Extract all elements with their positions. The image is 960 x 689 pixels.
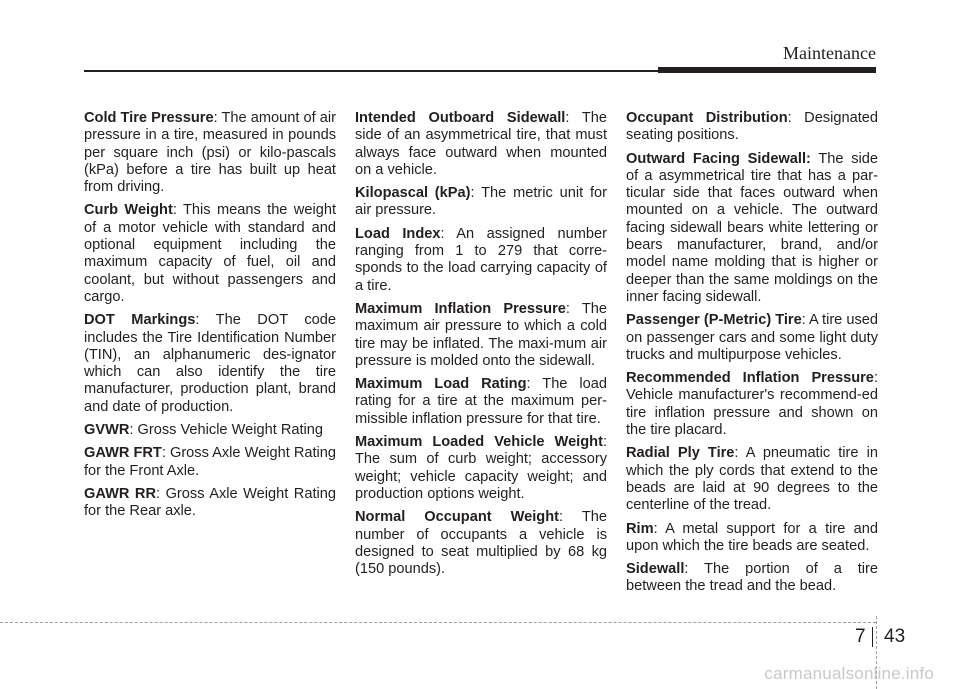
glossary-entry	[626, 561, 878, 596]
term-separator: :	[156, 485, 166, 502]
glossary-term: GAWR RR	[84, 485, 156, 502]
watermark-text: carmanualsonline.info	[764, 664, 934, 683]
glossary-term: Maximum Load Rating	[355, 376, 527, 393]
glossary-definition: The DOT code includes the Tire Identification Number (TIN), an alphanumeric des-ignator which can also identify the tire manufacturer, production plant, brand and date of production.	[84, 312, 336, 415]
glossary-entry	[355, 110, 607, 179]
glossary-term: Kilopascal (kPa)	[355, 185, 471, 202]
glossary-definition: The number of occupants a vehicle is designed to seat multiplied by 68 kg (150 pounds).	[355, 509, 607, 578]
glossary-column-3	[626, 110, 878, 602]
glossary-entry	[626, 151, 878, 307]
glossary-entry	[355, 376, 607, 428]
glossary-entry	[626, 110, 878, 145]
glossary-definition: The amount of air pressure in a tire, measured in pounds per square inch (psi) or kilo-pascals (kPa) before a tire has built up heat from driving.	[84, 110, 336, 196]
glossary-term: Normal Occupant Weight	[355, 509, 560, 526]
glossary-term: Sidewall	[626, 561, 685, 578]
glossary-definition: The maximum air pressure to which a cold tire may be inflated. The maxi-mum air pressure is molded onto the sidewall.	[355, 300, 607, 369]
footer-dashed-rule	[0, 622, 876, 623]
glossary-entry	[355, 301, 607, 370]
glossary-entry	[84, 445, 336, 480]
glossary-definition: The side of a asymmetrical tire that has a par-ticular side that faces outward when mounted on a vehicle. The outward facing sidewall bears white lettering or bears manufacturer, brand, and/or model name molding that is higher or deeper than the same moldings on the inner facing sidewall.	[626, 150, 878, 305]
glossary-column-1	[84, 110, 336, 527]
glossary-term: DOT Markings	[84, 312, 196, 329]
term-separator: :	[470, 185, 482, 202]
page-number-divider	[872, 627, 873, 647]
term-separator: :	[440, 225, 457, 242]
glossary-entry	[355, 185, 607, 220]
term-separator: :	[213, 110, 222, 126]
term-separator: :	[559, 509, 582, 526]
glossary-term: Curb Weight	[84, 202, 173, 219]
glossary-definition: The sum of curb weight; accessory weight; vehicle capacity weight; and production options weight.	[355, 451, 607, 502]
term-separator: :	[161, 445, 170, 462]
glossary-entry	[626, 312, 878, 364]
glossary-definition: The load rating for a tire at the maximum per-missible inflation pressure for that tire.	[355, 376, 607, 427]
glossary-term: Radial Ply Tire	[626, 445, 735, 462]
glossary-term: Load Index	[355, 225, 441, 242]
glossary-definition: This means the weight of a motor vehicle with standard and optional equipment including the maximum capacity of fuel, oil and coolant, but without passengers and cargo.	[84, 202, 336, 305]
glossary-column-2	[355, 110, 607, 584]
glossary-entry	[84, 312, 336, 416]
glossary-definition: A tire used on passenger cars and some light duty trucks and multipurpose vehicles.	[626, 312, 879, 363]
glossary-term: GAWR FRT	[84, 445, 162, 462]
term-separator: :	[526, 376, 543, 393]
glossary-definition: A pneumatic tire in which the ply cords that extend to the beads are laid at 90 degrees to the centerline of the tread.	[626, 445, 878, 514]
chapter-number: 7	[855, 626, 866, 647]
glossary-term: GVWR	[84, 422, 130, 439]
glossary-entry	[626, 370, 878, 439]
glossary-term: Maximum Inflation Pressure	[355, 300, 566, 317]
term-separator: :	[787, 110, 805, 126]
glossary-definition: Designated seating positions.	[626, 110, 878, 144]
term-separator: :	[801, 312, 810, 329]
glossary-entry	[84, 486, 336, 521]
glossary-term: Cold Tire Pressure	[84, 110, 214, 126]
glossary-entry	[84, 422, 336, 439]
term-separator: :	[129, 422, 138, 439]
term-separator: :	[734, 445, 746, 462]
glossary-definition: The metric unit for air pressure.	[355, 185, 607, 219]
glossary-entry	[626, 521, 878, 556]
term-separator: :	[602, 434, 607, 451]
term-separator: :	[565, 110, 582, 126]
glossary-term: Passenger (P-Metric) Tire	[626, 312, 802, 329]
glossary-term: Rim	[626, 520, 654, 537]
glossary-term: Recommended Inflation Pressure	[626, 370, 874, 387]
term-separator: :	[565, 300, 582, 317]
term-separator: :	[653, 520, 666, 537]
term-separator: :	[172, 202, 183, 219]
term-separator: :	[873, 370, 878, 387]
glossary-entry	[84, 110, 336, 196]
glossary-term: Maximum Loaded Vehicle Weight	[355, 434, 603, 451]
header-title: Maintenance	[783, 43, 876, 63]
glossary-term: Occupant Distribution	[626, 110, 788, 126]
glossary-definition: An assigned number ranging from 1 to 279 that corre-sponds to the load carrying capacity of a tire.	[355, 225, 608, 294]
glossary-term: Outward Facing Sidewall:	[626, 150, 811, 167]
glossary-definition: The side of an asymmetrical tire, that must always face outward when mounted on a vehicle.	[355, 110, 607, 178]
glossary-definition: Gross Axle Weight Rating for the Front Axle.	[84, 445, 337, 479]
page-number: 43	[884, 626, 906, 647]
glossary-entry	[355, 509, 607, 578]
glossary-entry	[84, 202, 336, 306]
glossary-definition: Gross Axle Weight Rating for the Rear axle.	[84, 485, 336, 520]
glossary-definition: Vehicle manufacturer's recommend-ed tire inflation pressure and shown on the tire placard.	[626, 387, 878, 439]
header-rule-accent	[658, 67, 876, 73]
glossary-entry	[355, 434, 607, 503]
glossary-definition: Gross Vehicle Weight Rating	[137, 422, 324, 439]
glossary-entry	[355, 226, 607, 295]
glossary-term: Intended Outboard Sidewall	[355, 110, 566, 126]
glossary-entry	[626, 445, 878, 514]
glossary-definition: A metal support for a tire and upon which the tire beads are seated.	[626, 520, 879, 554]
glossary-definition: The portion of a tire between the tread and the bead.	[626, 561, 878, 595]
header-rule	[84, 70, 660, 72]
term-separator: :	[684, 561, 705, 578]
term-separator: :	[195, 312, 216, 329]
